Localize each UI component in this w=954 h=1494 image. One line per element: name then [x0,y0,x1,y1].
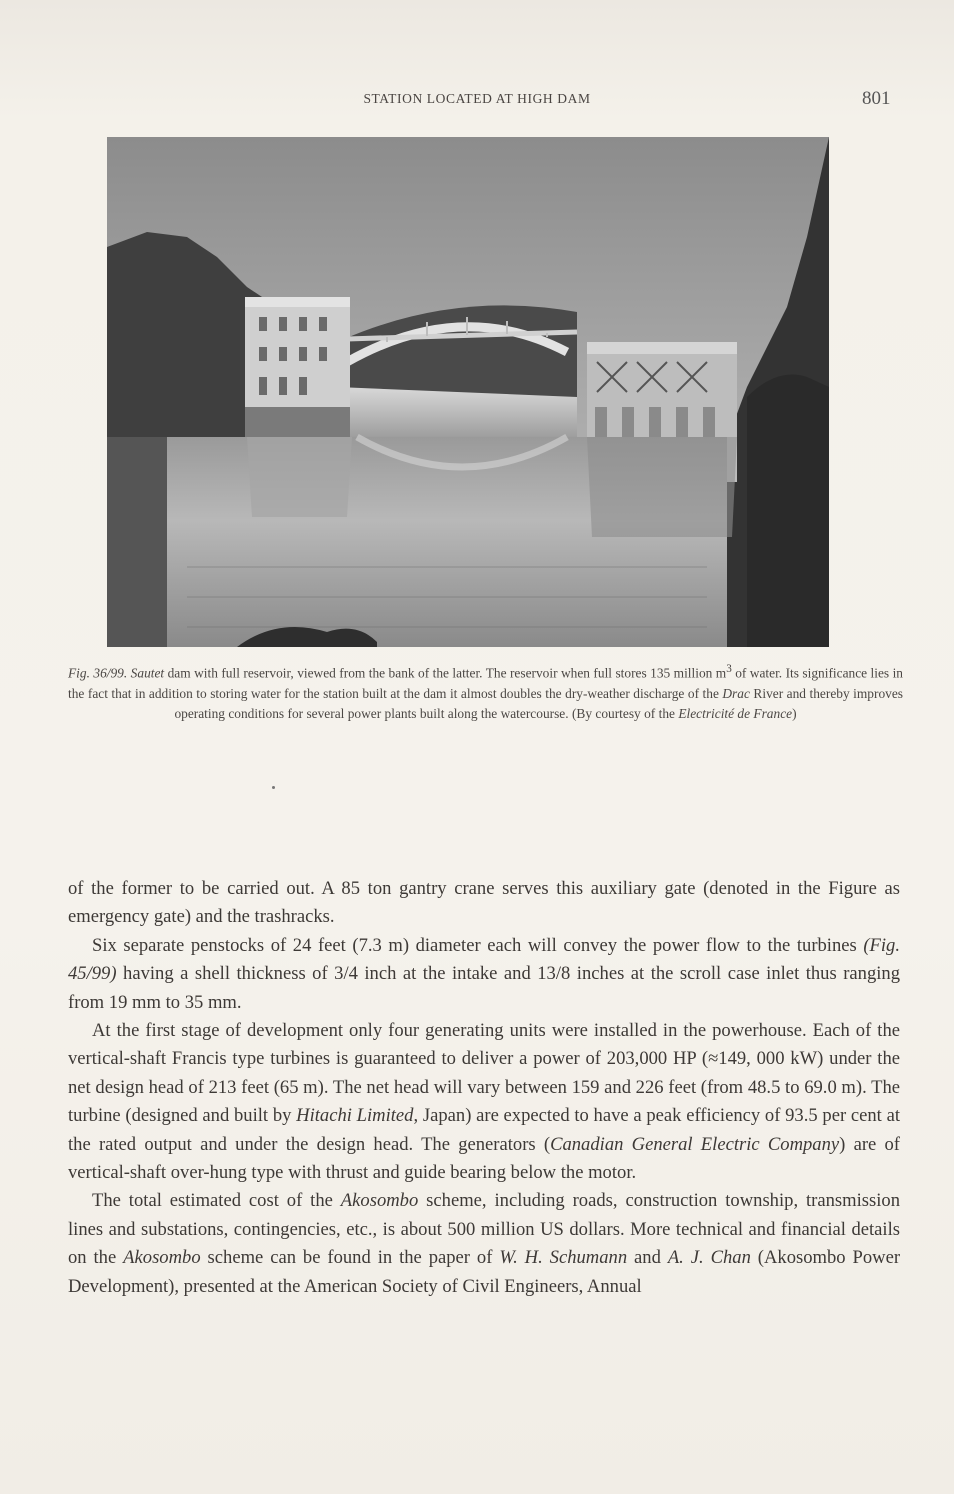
print-speck [272,786,275,789]
caption-segment: 3 [726,663,732,675]
text-segment: scheme can be found in the paper of [200,1247,500,1269]
text-segment: At the first stage of development only four generating units were installed in the powerhouse. Each of the vertical-shaft Francis type turbines is guaranteed to deliver a power of 203,000 HP (≈149, 000 kW) under the net design head of 213 feet (65 m). The net head will vary between 159 and 226 feet (from 48.5 to 69.0 m). The turbine (designed and built by [68,1020,900,1127]
text-segment: , Japan) are expected to have a peak efficiency of 93.5 per cent at the rated output and under the design head. The generators ( [68,1105,900,1155]
body-paragraph [68,875,900,932]
caption-segment: dam with full reservoir, viewed from the bank of the latter. The reservoir when full stores 135 million m [164,665,727,681]
text-segment: (Akosombo Power Development), presented at the American Society of Civil Engineers, Annual [68,1247,901,1297]
text-segment: W. H. Schumann [499,1247,628,1269]
body-paragraph [68,1017,900,1187]
caption-segment: ) [792,706,797,722]
caption-segment: River and thereby improves operating conditions for several power plants built along the watercourse. (By courtesy of the [174,685,903,722]
text-segment: A. J. Chan [667,1247,751,1269]
dam-photo-illustration [107,137,829,647]
text-segment: scheme, including roads, construction township, transmission lines and substations, contingencies, etc., is about 500 million US dollars. More technical and financial details on the [68,1190,900,1269]
caption-segment: of water. Its significance lies in the fact that in addition to storing water for the station built at the dam it almost doubles the dry-weather discharge of the [68,665,903,701]
caption-segment: Drac [722,685,750,701]
caption-segment: Fig. 36/99. [68,665,131,681]
dam-photograph [107,137,829,647]
body-paragraph [68,1187,900,1301]
text-segment: Hitachi Limited [296,1105,414,1127]
body-text [68,875,900,1301]
text-segment: Akosombo [123,1247,201,1269]
text-segment: having a shell thickness of 3/4 inch at the intake and 13/8 inches at the scroll case inlet thus ranging from 19 mm to 35 mm. [68,963,900,1013]
body-paragraph [68,932,900,1017]
caption-segment: Sautet [130,665,165,681]
text-segment: and [627,1247,668,1269]
running-head: STATION LOCATED AT HIGH DAM [363,91,591,106]
text-segment: Canadian General Electric Company [550,1133,840,1155]
page-number: 801 [862,88,891,109]
text-segment: of the former to be carried out. A 85 ton gantry crane serves this auxiliary gate (denoted in the Figure as emergency gate) and the trashracks. [68,878,900,928]
text-segment: ) are of vertical-shaft over-hung type with thrust and guide bearing below the motor. [68,1133,900,1184]
text-segment: Akosombo [340,1190,419,1212]
figure-caption [68,659,903,725]
text-segment: (Fig. 45/99) [68,934,900,985]
caption-segment: Electricité de France [678,706,793,722]
text-segment: The total estimated cost of the [92,1190,341,1212]
text-segment: Six separate penstocks of 24 feet (7.3 m) diameter each will convey the power flow to the turbines [92,934,864,956]
